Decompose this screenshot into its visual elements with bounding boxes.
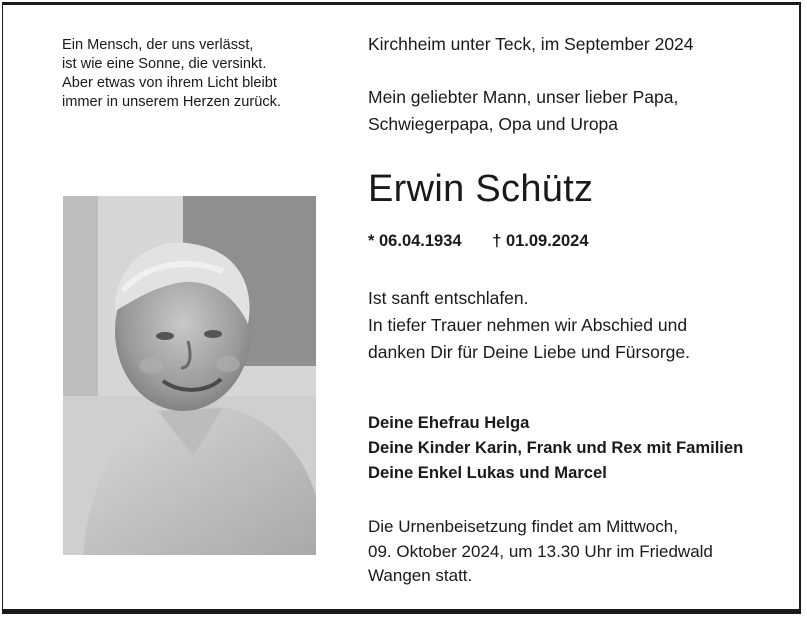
life-dates [368,232,589,251]
intro-text [368,84,678,138]
poem-line: immer in unserem Herzen zurück. [62,94,281,110]
intro-line: Schwiegerpapa, Opa und Uropa [368,114,619,134]
mourner-line: Deine Ehefrau Helga [368,413,530,432]
burial-line: Die Urnenbeisetzung findet am Mittwoch, [368,517,678,536]
place-and-date: Kirchheim unter Teck, im September 2024 [368,34,694,54]
message-line: danken Dir für Deine Liebe und Fürsorge. [368,342,690,362]
mourner-line: Deine Enkel Lukas und Marcel [368,463,607,482]
birth-date: * 06.04.1934 [368,232,462,250]
memorial-poem [62,36,352,112]
poem-line: ist wie eine Sonne, die versinkt. [62,56,267,72]
intro-line: Mein geliebter Mann, unser lieber Papa, [368,87,679,107]
poem-line: Aber etwas von ihrem Licht bleibt [62,75,277,91]
mourners-list [368,410,743,485]
farewell-message [368,285,690,366]
portrait-photo [63,196,316,555]
burial-info [368,515,713,589]
burial-line: Wangen statt. [368,566,473,585]
deceased-name: Erwin Schütz [368,168,594,210]
portrait-illustration [63,196,316,555]
message-line: Ist sanft entschlafen. [368,288,529,308]
message-line: In tiefer Trauer nehmen wir Abschied und [368,315,688,335]
mourner-line: Deine Kinder Karin, Frank und Rex mit Familien [368,438,744,457]
poem-line: Ein Mensch, der uns verlässt, [62,37,254,53]
burial-line: 09. Oktober 2024, um 13.30 Uhr im Friedwald [368,541,713,561]
death-date: † 01.09.2024 [492,232,589,250]
